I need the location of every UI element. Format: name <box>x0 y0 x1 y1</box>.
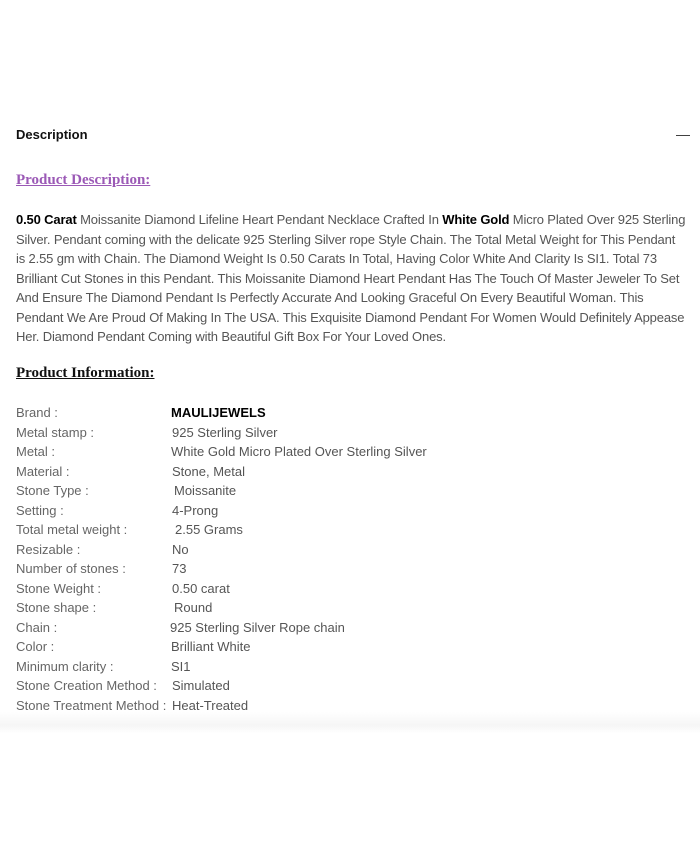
description-line: is 2.55 gm with Chain. The Diamond Weight Is 0.50 Carats In Total, Having Color White And Clarity Is SI1. Total 73 <box>16 251 657 266</box>
info-value: 925 Sterling Silver <box>172 424 278 440</box>
info-value: 0.50 carat <box>172 580 230 596</box>
info-label: Setting : <box>16 502 64 518</box>
info-label: Minimum clarity : <box>16 658 114 674</box>
info-value: White Gold Micro Plated Over Sterling Silver <box>171 444 427 459</box>
info-value: Brilliant White <box>171 639 251 654</box>
info-value: Simulated <box>172 678 230 693</box>
description-line <box>16 210 700 230</box>
info-value: Moissanite <box>174 483 237 498</box>
info-value: 925 Sterling Silver Rope chain <box>170 619 345 635</box>
minus-icon[interactable]: — <box>676 126 690 142</box>
info-label: Color : <box>16 639 55 654</box>
description-line: Her. Diamond Pendant Coming with Beautiful Gift Box For Your Loved Ones. <box>16 329 446 344</box>
description-text-run: Moissanite Diamond Lifeline Heart Pendant Necklace Crafted In <box>76 212 443 227</box>
bottom-divider <box>0 712 700 734</box>
info-label: Chain : <box>16 619 58 635</box>
info-label: Stone Creation Method : <box>16 678 157 693</box>
info-label: Stone Treatment Method : <box>16 697 167 713</box>
info-value: 2.55 Grams <box>175 522 243 537</box>
info-value: Heat-Treated <box>172 697 249 713</box>
info-value: SI1 <box>171 658 191 674</box>
product-description-heading: Product Description: <box>16 172 151 188</box>
info-label: Material : <box>16 463 70 479</box>
metal-highlight: White Gold <box>442 212 510 227</box>
info-label: Metal stamp : <box>16 424 95 440</box>
info-label: Total metal weight : <box>16 522 128 537</box>
description-line: And Ensure The Diamond Pendant Is Perfectly Accurate And Looking Graceful On Every Beautiful Woman. This <box>16 290 644 305</box>
info-label: Stone Weight : <box>16 580 102 596</box>
info-value: Round <box>174 600 213 615</box>
description-line: Brilliant Cut Stones in this Pendant. This Moissanite Diamond Heart Pendant Has The Touch Of Master Jeweler To Set <box>16 270 680 286</box>
info-label: Resizable : <box>16 541 81 557</box>
info-value: MAULIJEWELS <box>171 405 266 420</box>
info-value: 73 <box>172 561 187 576</box>
info-value: Stone, Metal <box>172 463 245 479</box>
description-section-title[interactable]: Description <box>16 127 88 142</box>
info-label: Stone shape : <box>16 600 97 615</box>
product-description-text <box>16 210 700 347</box>
info-label: Metal : <box>16 444 56 459</box>
product-information-heading: Product Information: <box>16 365 155 381</box>
info-label: Brand : <box>16 405 58 420</box>
carat-highlight: 0.50 Carat <box>16 212 77 227</box>
info-value: 4-Prong <box>172 502 219 518</box>
description-text-run: Micro Plated Over 925 Sterling <box>509 212 686 227</box>
info-label: Stone Type : <box>16 483 89 498</box>
description-line: Silver. Pendant coming with the delicate 925 Sterling Silver rope Style Chain. The Total Metal Weight for This Pendant <box>16 231 676 247</box>
info-label: Number of stones : <box>16 561 126 576</box>
description-line: Pendant We Are Proud Of Making In The USA. This Exquisite Diamond Pendant For Women Would Definitely Appease <box>16 309 685 325</box>
info-value: No <box>172 541 189 557</box>
